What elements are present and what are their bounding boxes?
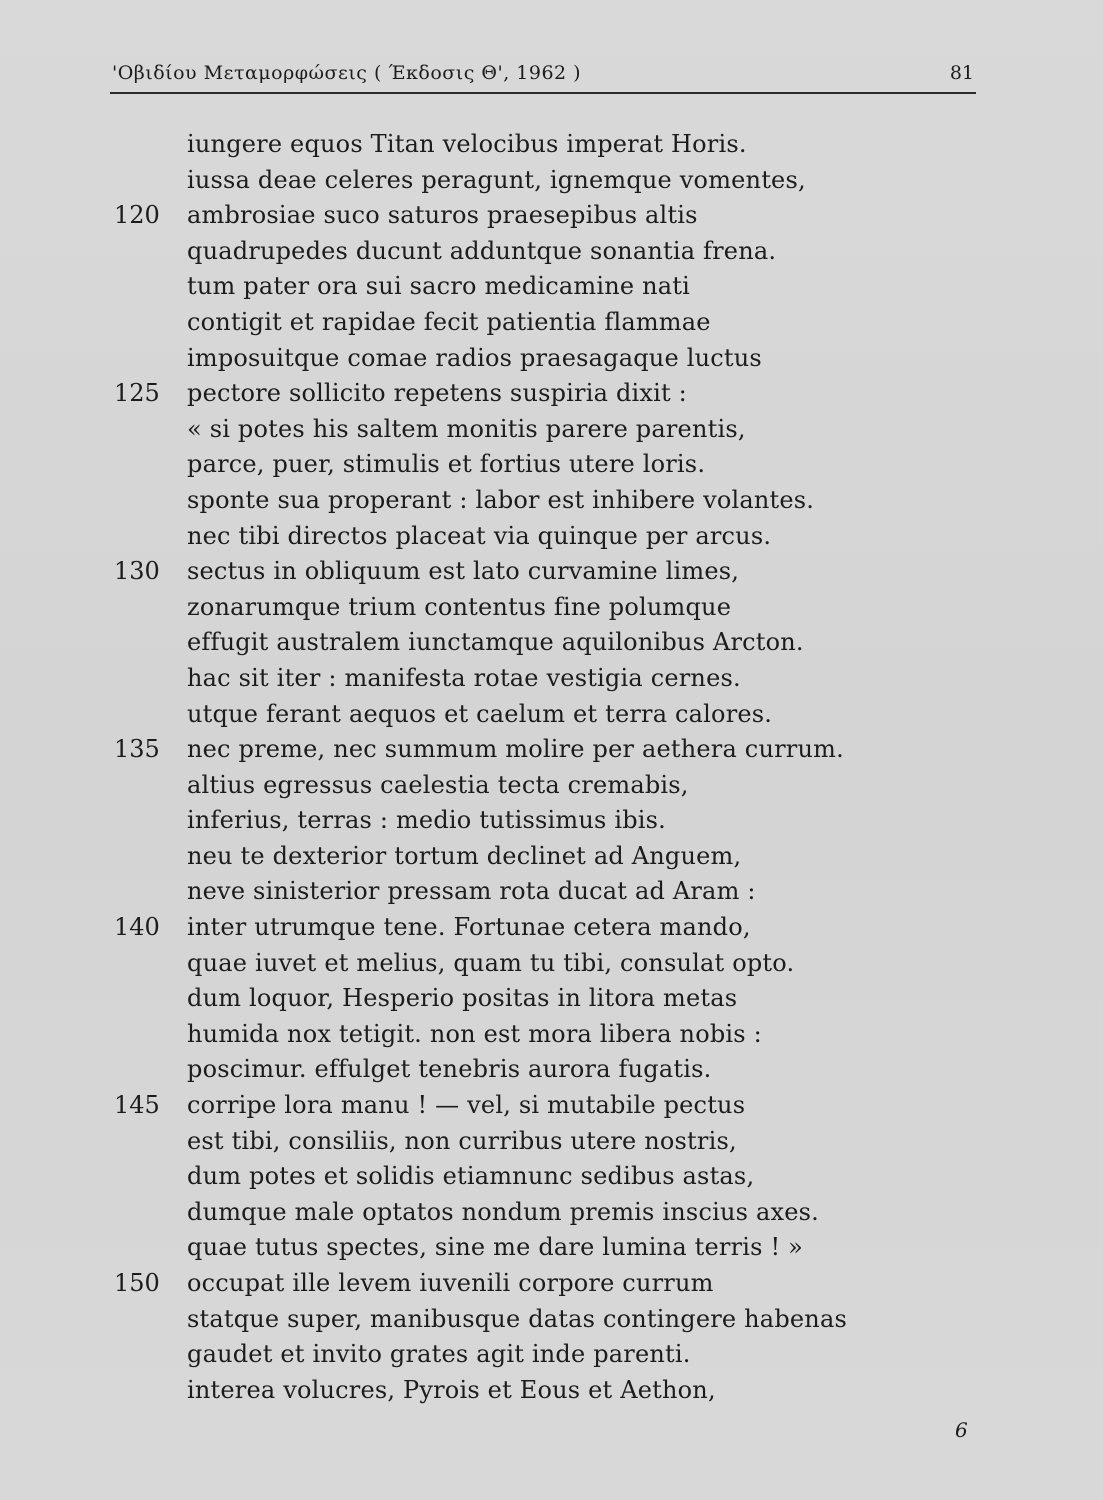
verse-line [0,625,1103,661]
verse-line [0,946,1103,982]
verse-line [0,269,1103,305]
verse-line [0,732,1103,768]
verse-text: ambrosiae suco saturos praesepibus altis [187,201,698,230]
verse-text: sectus in obliquum est lato curvamine limes, [187,557,740,586]
verse-line [0,234,1103,270]
verse-text: nec tibi directos placeat via quinque per arcus. [187,521,772,550]
verse-line [0,198,1103,234]
verse-number: 130 [114,557,160,586]
verse-line [0,1266,1103,1302]
verse-text: parce, puer, stimulis et fortius utere loris. [187,450,706,479]
verse-line [0,127,1103,163]
verse-text: neu te dexterior tortum declinet ad Anguem, [187,841,742,870]
verse-number: 140 [114,913,160,942]
verse-line [0,1159,1103,1195]
verse-text: utque ferant aequos et caelum et terra calores. [187,699,773,728]
verse-line [0,163,1103,199]
verse-line [0,305,1103,341]
verse-text: sponte sua properant : labor est inhibere volantes. [187,485,815,514]
verse-line [0,341,1103,377]
verse-line [0,554,1103,590]
verse-line [0,1230,1103,1266]
verse-text: quadrupedes ducunt adduntque sonantia frena. [187,236,777,265]
verse-line [0,1124,1103,1160]
verse-text: pectore sollicito repetens suspiria dixit : [187,379,687,408]
verse-text: poscimur. effulget tenebris aurora fugatis. [187,1055,712,1084]
verse-text: humida nox tetigit. non est mora libera nobis : [187,1019,762,1048]
verse-text: altius egressus caelestia tecta cremabis, [187,770,689,799]
verse-number: 135 [114,735,160,764]
verse-line [0,590,1103,626]
verse-text: dum loquor, Hesperio positas in litora metas [187,984,738,1013]
verse-line [0,412,1103,448]
verse-line [0,519,1103,555]
verse-line [0,1373,1103,1409]
verse-line [0,1195,1103,1231]
verse-line [0,1337,1103,1373]
running-header [110,58,976,94]
verse-text: corripe lora manu ! — vel, si mutabile pectus [187,1091,746,1120]
verse-text: dumque male optatos nondum premis inscius axes. [187,1197,819,1226]
verse-text: neve sinisterior pressam rota ducat ad Aram : [187,877,756,906]
verse-line [0,1017,1103,1053]
verse-line [0,839,1103,875]
verse-line [0,376,1103,412]
verse-text: dum potes et solidis etiamnunc sedibus astas, [187,1162,755,1191]
verse-line [0,768,1103,804]
verse-text: contigit et rapidae fecit patientia flammae [187,307,711,336]
verse-line [0,447,1103,483]
verse-block [0,127,1103,1408]
verse-text: imposuitque comae radios praesagaque luctus [187,343,762,372]
verse-number: 145 [114,1091,160,1120]
verse-text: occupat ille levem iuvenili corpore currum [187,1269,714,1297]
verse-line [0,1052,1103,1088]
verse-line [0,874,1103,910]
verse-text: quae iuvet et melius, quam tu tibi, consulat opto. [187,948,795,977]
verse-text: quae tutus spectes, sine me dare lumina terris ! » [187,1233,804,1262]
verse-line [0,483,1103,519]
verse-text: « si potes his saltem monitis parere parentis, [187,414,746,443]
page-number: 81 [949,62,974,84]
verse-number: 125 [114,379,160,408]
verse-text: statque super, manibusque datas contingere habenas [187,1304,847,1333]
verse-line [0,803,1103,839]
verse-line [0,661,1103,697]
verse-text: interea volucres, Pyrois et Eous et Aethon, [187,1375,716,1404]
verse-text: nec preme, nec summum molire per aethera currum. [187,735,844,764]
verse-text: tum pater ora sui sacro medicamine nati [187,272,691,301]
verse-text: effugit australem iunctamque aquilonibus Arcton. [187,628,804,657]
verse-text: gaudet et invito grates agit inde parenti. [187,1340,691,1369]
header-title: 'Οβιδίου Μεταμορφώσεις ( Έκδοσις Θ', 1962 ) [112,62,582,84]
signature-mark: 6 [955,1418,968,1442]
verse-text: zonarumque trium contentus fine polumque [187,592,732,621]
verse-number: 120 [114,201,160,230]
verse-number: 150 [114,1269,160,1297]
verse-text: inferius, terras : medio tutissimus ibis. [187,806,666,835]
verse-line [0,1088,1103,1124]
verse-line [0,697,1103,733]
verse-text: est tibi, consiliis, non curribus utere nostris, [187,1126,737,1155]
verse-line [0,910,1103,946]
verse-text: iungere equos Titan velocibus imperat Horis. [187,130,747,158]
verse-line [0,1302,1103,1338]
verse-text: inter utrumque tene. Fortunae cetera mando, [187,913,751,942]
verse-line [0,981,1103,1017]
verse-text: hac sit iter : manifesta rotae vestigia cernes. [187,663,741,692]
verse-text: iussa deae celeres peragunt, ignemque vomentes, [187,165,806,194]
